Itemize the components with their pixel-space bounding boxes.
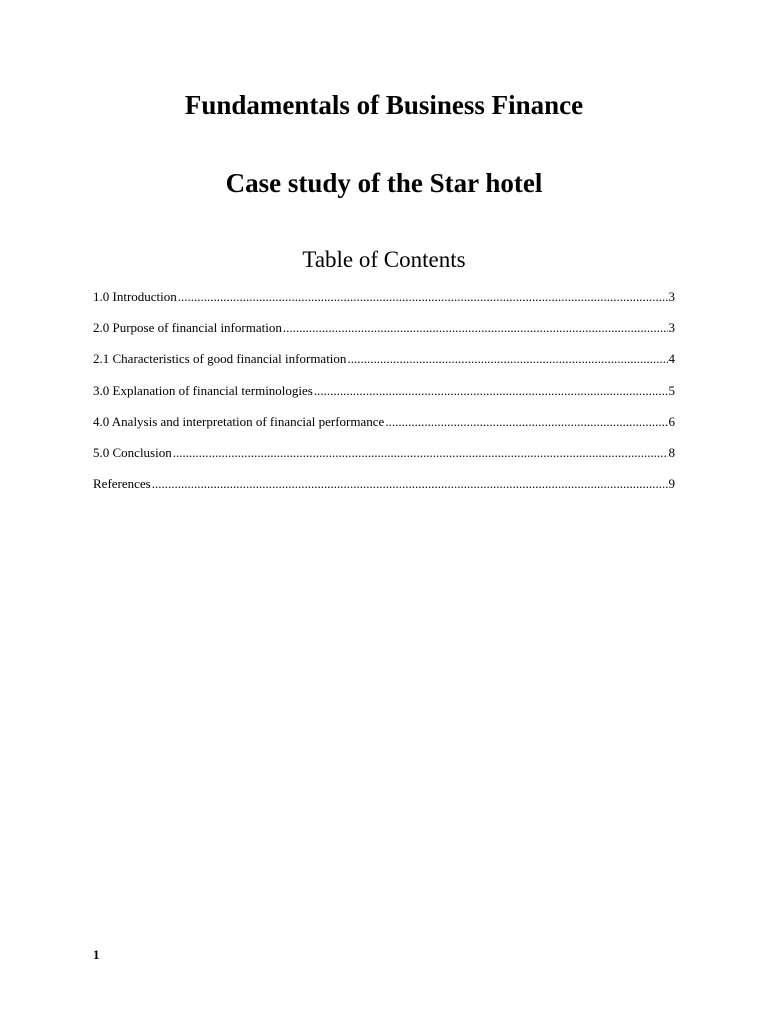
toc-entry-label: 2.1 Characteristics of good financial information [93, 351, 347, 367]
toc-dot-leader [152, 474, 668, 494]
toc-dot-leader [385, 412, 667, 432]
toc-entry-characteristics[interactable] [93, 349, 675, 380]
toc-dot-leader [347, 349, 667, 369]
toc-heading: Table of Contents [302, 247, 466, 272]
toc-entry-page: 9 [668, 476, 675, 492]
toc-entry-page: 5 [668, 382, 675, 398]
toc-dot-leader [178, 287, 668, 307]
toc-entry-label: 3.0 Explanation of financial terminologies [93, 382, 313, 398]
toc-entry-label: 5.0 Conclusion [93, 444, 172, 460]
toc-entry-page: 3 [668, 289, 675, 304]
toc-entry-references[interactable] [93, 474, 675, 505]
document-title: Fundamentals of Business Finance [184, 90, 584, 120]
document-subtitle: Case study of the Star hotel [225, 168, 543, 198]
toc-entry-page: 8 [668, 444, 675, 460]
table-of-contents [93, 287, 675, 505]
toc-entry-page: 6 [668, 413, 675, 429]
toc-entry-analysis[interactable] [93, 412, 675, 443]
toc-entry-purpose[interactable] [93, 318, 675, 349]
toc-entry-label: 1.0 Introduction [93, 289, 177, 304]
toc-entry-conclusion[interactable] [93, 443, 675, 474]
toc-entry-introduction[interactable] [93, 287, 675, 318]
toc-entry-page: 3 [668, 320, 675, 336]
page-number: 1 [93, 947, 100, 962]
toc-dot-leader [283, 318, 668, 338]
toc-entry-label: References [93, 476, 151, 492]
toc-entry-label: 2.0 Purpose of financial information [93, 320, 282, 336]
toc-entry-page: 4 [668, 351, 675, 367]
toc-entry-label: 4.0 Analysis and interpretation of financial performance [93, 413, 385, 429]
toc-dot-leader [314, 381, 668, 401]
toc-entry-terminologies[interactable] [93, 381, 675, 412]
toc-dot-leader [173, 443, 668, 463]
